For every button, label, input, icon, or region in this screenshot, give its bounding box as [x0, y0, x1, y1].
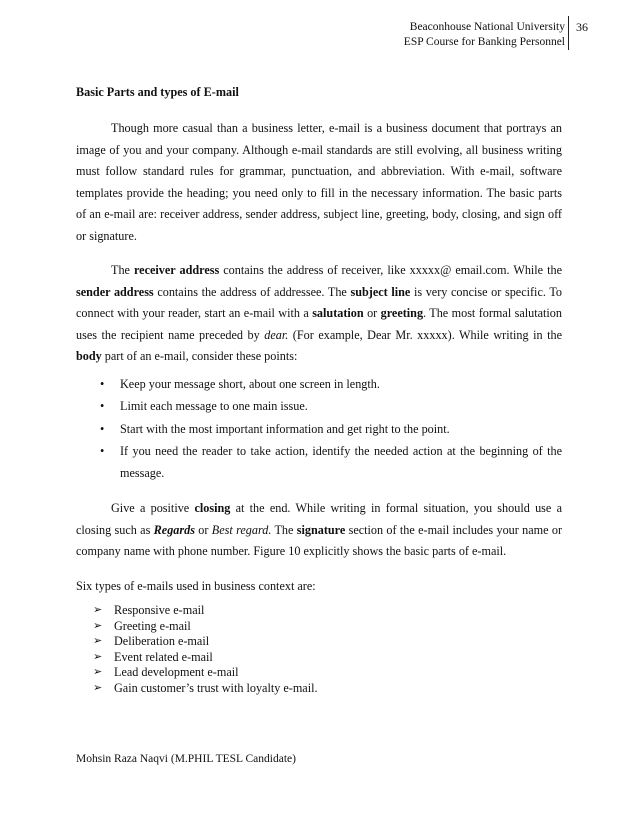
arrow-icon: ➢ — [93, 681, 103, 694]
email-types-list — [76, 603, 562, 696]
list-item: ➢ Greeting e-mail — [93, 618, 191, 633]
list-item: ➢ Deliberation e-mail — [93, 634, 210, 648]
closing-paragraph: Give a positive closing at the end. While writing in formal situation, you should use a closing such as Regards or Best regard. The signature section of the e-mail includes your name or company name with phone number. Figure 10 explicitly shows the basic parts of e-mail. — [76, 501, 562, 558]
list-item: • Limit each message to one main issue. — [76, 396, 562, 418]
running-header — [0, 20, 565, 50]
arrow-icon: ➢ — [93, 666, 103, 678]
page-number: 36 — [576, 20, 588, 34]
bullet-icon: • — [100, 399, 105, 413]
term-body: body — [76, 349, 102, 363]
page-body — [76, 84, 562, 696]
arrow-icon: ➢ — [93, 604, 103, 616]
bullet-icon: • — [100, 421, 105, 436]
header-university: Beaconhouse National University — [409, 21, 565, 33]
term-regards: Regards — [153, 522, 195, 537]
term-greeting: greeting — [380, 306, 424, 320]
bullet-icon: • — [100, 376, 105, 391]
term-sender-address: sender address — [76, 284, 154, 299]
term-receiver-address: receiver address — [133, 263, 220, 277]
parts-paragraph: The receiver address contains the address of receiver, like xxxxx@ email.com. While the sender address contains the address of addressee. The subject line is very concise or specific. To connect with your reader, start an e-mail with a salutation or greeting. The most formal salutation uses the recipient name preceded by dear. (For example, Dear Mr. xxxxx). While writing in the body part of an e-mail, consider these points: — [76, 263, 563, 363]
list-item: ➢ Lead development e-mail — [93, 665, 239, 679]
list-item: ➢ Event related e-mail — [93, 649, 213, 664]
arrow-icon: ➢ — [93, 619, 103, 632]
term-salutation: salutation — [312, 306, 364, 320]
arrow-icon: ➢ — [93, 635, 103, 647]
points-list — [76, 374, 562, 485]
arrow-icon: ➢ — [93, 650, 103, 663]
intro-paragraph: Though more casual than a business letter, e-mail is a business document that portrays an image of you and your company. Although e-mail standards are still evolving, all business writing must follow standard rules for grammar, punctuation, and abbreviation. With e-mail, software templates provide the heading; you need only to fill in the necessary information. The basic parts of an e-mail are: receiver address, sender address, subject line, greeting, body, closing, and sign off or signature. — [76, 121, 562, 243]
term-dear: dear. — [264, 327, 289, 342]
list-item: • Keep your message short, about one screen in length. — [76, 374, 562, 396]
header-course: ESP Course for Banking Personnel — [403, 36, 565, 48]
term-best-regard: Best regard. — [211, 522, 272, 537]
term-closing: closing — [194, 501, 231, 515]
term-signature: signature — [296, 522, 346, 537]
list-item: • Start with the most important information and get right to the point. — [76, 419, 562, 441]
list-item: • If you need the reader to take action, identify the needed action at the beginning of the message. — [76, 441, 562, 484]
list-item: ➢ Responsive e-mail — [93, 603, 205, 617]
page-footer: Mohsin Raza Naqvi (M.PHIL TESL Candidate) — [76, 753, 296, 765]
bullet-icon: • — [100, 444, 105, 458]
section-title: Basic Parts and types of E-mail — [76, 85, 239, 99]
types-intro: Six types of e-mails used in business context are: — [76, 578, 316, 593]
header-divider — [568, 16, 569, 50]
term-subject-line: subject line — [350, 284, 411, 299]
list-item: ➢ Gain customer’s trust with loyalty e-mail. — [93, 680, 318, 695]
